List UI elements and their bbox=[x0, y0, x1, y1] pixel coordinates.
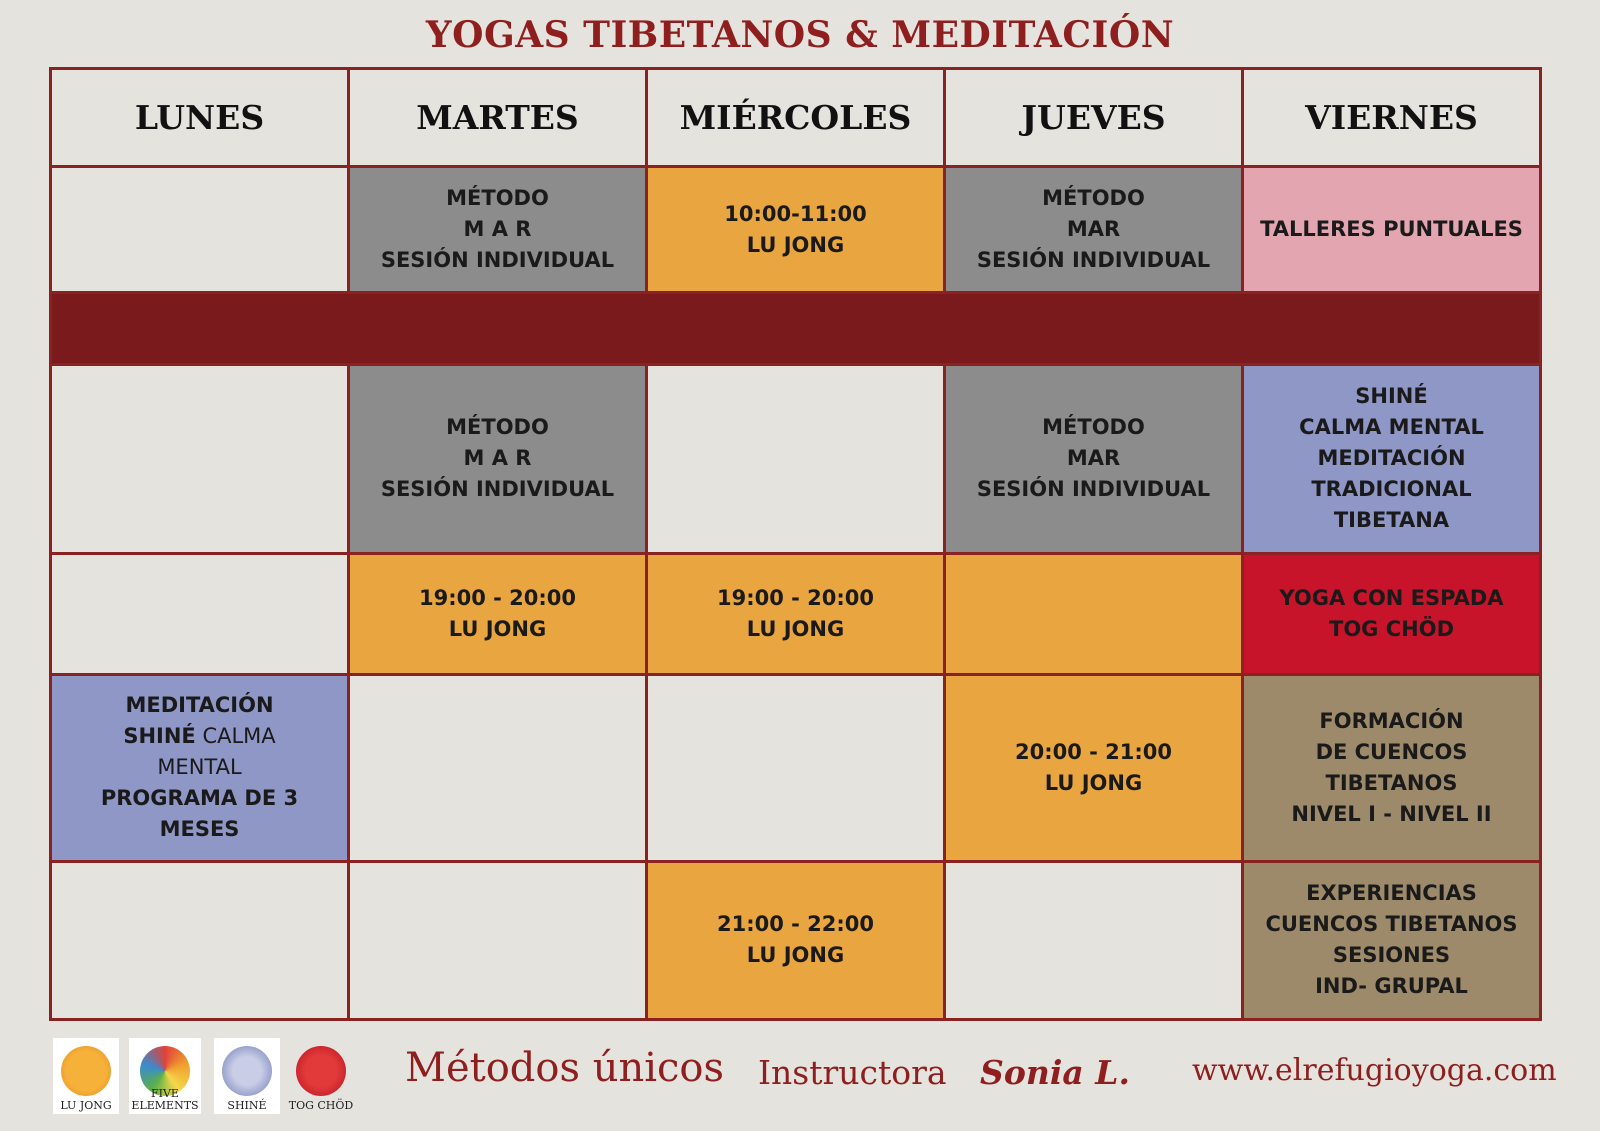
cell-line: LU JONG bbox=[1044, 770, 1143, 795]
cell-line: DE CUENCOS bbox=[1315, 739, 1468, 764]
schedule-table bbox=[49, 67, 1542, 1021]
cell-metodo-mar bbox=[349, 364, 647, 553]
cell-empty bbox=[647, 364, 945, 553]
day-header-lunes: LUNES bbox=[51, 69, 349, 167]
schedule-row bbox=[51, 553, 1541, 674]
logo-caption: TOG CHÖD bbox=[288, 1099, 354, 1112]
day-header-miercoles: MIÉRCOLES bbox=[647, 69, 945, 167]
schedule-row bbox=[51, 675, 1541, 862]
cell-line: MEDITACIÓN bbox=[1317, 446, 1466, 471]
cell-empty bbox=[349, 861, 647, 1019]
cell-talleres bbox=[1243, 166, 1541, 293]
cell-tog-chod bbox=[1243, 553, 1541, 674]
cell-line: MESES bbox=[159, 817, 240, 842]
cell-line: IND- GRUPAL bbox=[1315, 974, 1468, 999]
cell-line: SESIÓN INDIVIDUAL bbox=[380, 248, 615, 273]
cell-meditacion-shine bbox=[51, 675, 349, 862]
cell-line: M A R bbox=[463, 217, 532, 242]
cell-lu-jong bbox=[945, 675, 1243, 862]
cell-line: MAR bbox=[1066, 217, 1121, 242]
day-header-row bbox=[51, 69, 1541, 167]
cell-empty bbox=[647, 675, 945, 862]
cell-line: NIVEL I - NIVEL II bbox=[1291, 801, 1492, 826]
five-elements-logo bbox=[129, 1038, 201, 1114]
footer bbox=[0, 1033, 1600, 1113]
schedule-row bbox=[51, 166, 1541, 293]
cell-line: SESIÓN INDIVIDUAL bbox=[380, 477, 615, 502]
cell-metodo-mar bbox=[945, 166, 1243, 293]
cell-line: SESIÓN INDIVIDUAL bbox=[976, 477, 1211, 502]
cell-line: TIBETANA bbox=[1333, 508, 1450, 533]
instructor-label: Instructora bbox=[758, 1053, 947, 1092]
cell-time: 19:00 - 20:00 bbox=[716, 585, 875, 610]
cell-line: MÉTODO bbox=[446, 415, 549, 440]
cell-line: TRADICIONAL bbox=[1311, 477, 1472, 502]
cell-line: MENTAL bbox=[157, 755, 242, 780]
day-header-viernes: VIERNES bbox=[1243, 69, 1541, 167]
separator-band bbox=[51, 293, 1541, 364]
cell-time: 20:00 - 21:00 bbox=[1014, 739, 1173, 764]
tog-chod-icon bbox=[296, 1046, 346, 1096]
cell-line: SHINÉ bbox=[1355, 384, 1428, 409]
cell-line: MAR bbox=[1066, 446, 1121, 471]
cell-line-bold: SHINÉ bbox=[123, 724, 196, 749]
day-header-martes: MARTES bbox=[349, 69, 647, 167]
schedule-row bbox=[51, 364, 1541, 553]
cell-line bbox=[58, 721, 341, 752]
page-title: YOGAS TIBETANOS & MEDITACIÓN bbox=[425, 14, 1175, 56]
lu-jong-logo bbox=[53, 1038, 119, 1114]
cell-line: EXPERIENCIAS bbox=[1306, 881, 1477, 906]
cell-lu-jong bbox=[647, 166, 945, 293]
cell-line: SESIONES bbox=[1332, 943, 1451, 968]
shine-icon bbox=[222, 1046, 272, 1096]
cell-empty bbox=[51, 553, 349, 674]
cell-line: PROGRAMA DE 3 bbox=[100, 786, 299, 811]
cell-line: MÉTODO bbox=[1042, 415, 1145, 440]
cell-shine bbox=[1243, 364, 1541, 553]
cell-line: CALMA MENTAL bbox=[1299, 415, 1484, 440]
cell-empty bbox=[51, 166, 349, 293]
cell-time: 21:00 - 22:00 bbox=[716, 912, 875, 937]
cell-line: LU JONG bbox=[448, 616, 547, 641]
day-header-jueves: JUEVES bbox=[945, 69, 1243, 167]
shine-logo bbox=[214, 1038, 280, 1114]
cell-line-normal: CALMA bbox=[195, 724, 276, 749]
cell-lu-jong bbox=[349, 553, 647, 674]
cell-line: SESIÓN INDIVIDUAL bbox=[976, 248, 1211, 273]
cell-empty bbox=[51, 364, 349, 553]
schedule-row bbox=[51, 861, 1541, 1019]
logo-caption: FIVE ELEMENTS bbox=[131, 1087, 199, 1112]
cell-formacion-cuencos bbox=[1243, 675, 1541, 862]
cell-line: LU JONG bbox=[746, 232, 845, 257]
cell-experiencias-cuencos bbox=[1243, 861, 1541, 1019]
cell-metodo-mar bbox=[945, 364, 1243, 553]
cell-metodo-mar bbox=[349, 166, 647, 293]
cell-line: M A R bbox=[463, 446, 532, 471]
website-link[interactable]: www.elrefugioyoga.com bbox=[1192, 1053, 1557, 1088]
slogan: Métodos únicos bbox=[405, 1045, 725, 1091]
lu-jong-icon bbox=[61, 1046, 111, 1096]
cell-time: 10:00-11:00 bbox=[724, 201, 867, 226]
cell-time: 19:00 - 20:00 bbox=[418, 585, 577, 610]
cell-line: MÉTODO bbox=[1042, 186, 1145, 211]
cell-lu-jong bbox=[647, 861, 945, 1019]
cell-empty bbox=[51, 861, 349, 1019]
cell-orange-empty bbox=[945, 553, 1243, 674]
cell-empty bbox=[349, 675, 647, 862]
cell-line: TOG CHÖD bbox=[1329, 616, 1454, 641]
cell-line: LU JONG bbox=[746, 943, 845, 968]
logo-caption: LU JONG bbox=[60, 1099, 112, 1112]
cell-line: LU JONG bbox=[746, 616, 845, 641]
cell-line: CUENCOS TIBETANOS bbox=[1265, 912, 1518, 937]
cell-line: TIBETANOS bbox=[1325, 770, 1458, 795]
cell-line: FORMACIÓN bbox=[1319, 708, 1464, 733]
cell-line: TALLERES PUNTUALES bbox=[1260, 217, 1523, 242]
cell-lu-jong bbox=[647, 553, 945, 674]
logo-caption: SHINÉ bbox=[227, 1099, 267, 1112]
instructor-name: Sonia L. bbox=[980, 1053, 1130, 1092]
cell-line: MEDITACIÓN bbox=[125, 693, 274, 718]
tog-chod-logo bbox=[288, 1038, 354, 1114]
cell-line: MÉTODO bbox=[446, 186, 549, 211]
separator-row bbox=[51, 293, 1541, 364]
cell-line: YOGA CON ESPADA bbox=[1279, 585, 1504, 610]
cell-empty bbox=[945, 861, 1243, 1019]
